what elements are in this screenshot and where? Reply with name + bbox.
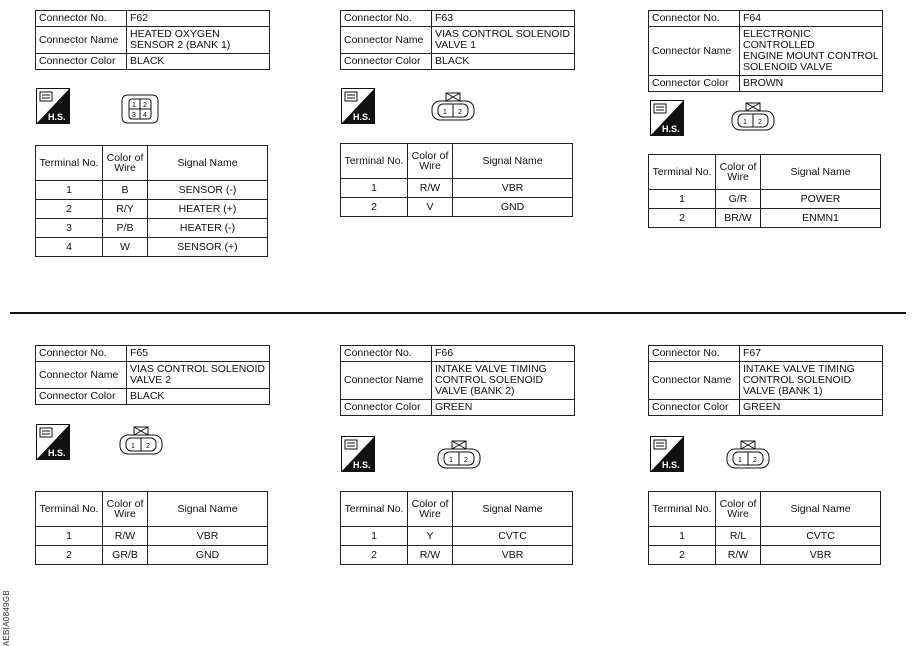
- wire-cell: R/W: [408, 179, 453, 198]
- hs-badge-icon: [36, 424, 70, 460]
- wire-cell: G/R: [716, 190, 761, 209]
- connector-no-label: Connector No.: [341, 346, 432, 362]
- hs-badge-text: H.S.: [353, 112, 371, 122]
- signal-cell: VBR: [148, 527, 268, 546]
- connector-face-4pin-icon: [120, 92, 160, 126]
- connector-name-value: VIAS CONTROL SOLENOID VALVE 2: [127, 362, 270, 389]
- hs-badge-icon: [650, 100, 684, 136]
- table-row: [36, 200, 268, 219]
- signal-cell: CVTC: [453, 527, 573, 546]
- terminal-table: [35, 491, 268, 565]
- terminal-table: [340, 143, 573, 217]
- wire-cell: P/B: [103, 219, 148, 238]
- color-of-wire-header: Color of Wire: [408, 492, 453, 527]
- connector-no-value: F65: [127, 346, 270, 362]
- connector-face-2pin-icon: [730, 102, 776, 132]
- connector-no-value: F67: [740, 346, 883, 362]
- wire-cell: GR/B: [103, 546, 148, 565]
- color-of-wire-header: Color of Wire: [103, 492, 148, 527]
- signal-cell: SENSOR (+): [148, 238, 268, 257]
- connector-block-f63: [340, 10, 575, 70]
- terminal-table-block-f66: [340, 491, 573, 565]
- signal-cell: VBR: [453, 179, 573, 198]
- table-row: [341, 179, 573, 198]
- table-row: [341, 546, 573, 565]
- signal-cell: HEATER (+): [148, 200, 268, 219]
- connector-no-label: Connector No.: [36, 346, 127, 362]
- signal-name-header: Signal Name: [148, 146, 268, 181]
- connector-block-f66: [340, 345, 575, 416]
- terminal-cell: 2: [341, 546, 408, 565]
- pin-label: 1: [443, 109, 447, 116]
- pin-label: 2: [464, 457, 468, 464]
- wire-cell: R/W: [408, 546, 453, 565]
- hs-badge-text: H.S.: [48, 448, 66, 458]
- connector-face-2pin-icon: [118, 426, 164, 456]
- terminal-cell: 2: [341, 198, 408, 217]
- connector-info-table: [648, 10, 883, 92]
- connector-name-label: Connector Name: [341, 362, 432, 400]
- terminal-cell: 1: [649, 190, 716, 209]
- table-row: [649, 209, 881, 228]
- table-row: [649, 527, 881, 546]
- table-row: [341, 198, 573, 217]
- color-of-wire-header: Color of Wire: [103, 146, 148, 181]
- hs-badge-text: H.S.: [662, 124, 680, 134]
- connector-no-label: Connector No.: [36, 11, 127, 27]
- connector-color-value: BROWN: [740, 76, 883, 92]
- terminal-table-block-f65: [35, 491, 268, 565]
- terminal-table-block-f63: [340, 143, 573, 217]
- connector-no-value: F63: [432, 11, 575, 27]
- connector-color-value: BLACK: [432, 54, 575, 70]
- terminal-cell: 4: [36, 238, 103, 257]
- hs-badge-text: H.S.: [353, 460, 371, 470]
- wire-cell: V: [408, 198, 453, 217]
- wire-cell: R/W: [103, 527, 148, 546]
- terminal-cell: 1: [341, 527, 408, 546]
- color-of-wire-header: Color of Wire: [408, 144, 453, 179]
- terminal-cell: 2: [36, 546, 103, 565]
- terminal-no-header: Terminal No.: [341, 492, 408, 527]
- connector-face-2pin-icon: [436, 440, 482, 470]
- signal-name-header: Signal Name: [761, 492, 881, 527]
- table-row: [649, 190, 881, 209]
- terminal-no-header: Terminal No.: [649, 155, 716, 190]
- connector-info-table: [340, 345, 575, 416]
- wire-cell: R/Y: [103, 200, 148, 219]
- signal-name-header: Signal Name: [453, 492, 573, 527]
- connector-name-label: Connector Name: [36, 362, 127, 389]
- connector-name-label: Connector Name: [341, 27, 432, 54]
- table-row: [36, 527, 268, 546]
- connector-block-f64: [648, 10, 883, 92]
- connector-no-label: Connector No.: [649, 346, 740, 362]
- terminal-no-header: Terminal No.: [36, 492, 103, 527]
- terminal-table-block-f62: [35, 145, 268, 257]
- terminal-no-header: Terminal No.: [649, 492, 716, 527]
- connector-name-label: Connector Name: [36, 27, 127, 54]
- signal-cell: CVTC: [761, 527, 881, 546]
- connector-no-label: Connector No.: [649, 11, 740, 27]
- connector-name-value: HEATED OXYGEN SENSOR 2 (BANK 1): [127, 27, 270, 54]
- connector-name-value: INTAKE VALVE TIMING CONTROL SOLENOID VALVE (BANK 1): [740, 362, 883, 400]
- terminal-cell: 1: [341, 179, 408, 198]
- signal-cell: SENSOR (-): [148, 181, 268, 200]
- section-divider: [10, 312, 906, 314]
- color-of-wire-header: Color of Wire: [716, 155, 761, 190]
- connector-name-value: ELECTRONIC CONTROLLED ENGINE MOUNT CONTROL SOLENOID VALVE: [740, 27, 883, 76]
- connector-face-2pin-icon: [725, 440, 771, 470]
- connector-no-value: F62: [127, 11, 270, 27]
- terminal-table: [648, 491, 881, 565]
- signal-cell: POWER: [761, 190, 881, 209]
- terminal-cell: 1: [649, 527, 716, 546]
- terminal-cell: 1: [36, 527, 103, 546]
- pin-label: 2: [758, 119, 762, 126]
- pin-label: 2: [143, 102, 147, 109]
- connector-name-label: Connector Name: [649, 362, 740, 400]
- connector-name-value: VIAS CONTROL SOLENOID VALVE 1: [432, 27, 575, 54]
- pin-label: 2: [753, 457, 757, 464]
- table-row: [36, 546, 268, 565]
- table-row: [36, 238, 268, 257]
- figure-code: AEBIA0849GB: [2, 590, 11, 646]
- terminal-no-header: Terminal No.: [341, 144, 408, 179]
- hs-badge-text: H.S.: [48, 112, 66, 122]
- signal-cell: VBR: [761, 546, 881, 565]
- connector-color-label: Connector Color: [649, 400, 740, 416]
- signal-name-header: Signal Name: [148, 492, 268, 527]
- connector-color-label: Connector Color: [36, 389, 127, 405]
- signal-cell: VBR: [453, 546, 573, 565]
- connector-block-f65: [35, 345, 270, 405]
- table-row: [36, 181, 268, 200]
- signal-cell: GND: [453, 198, 573, 217]
- connector-no-value: F66: [432, 346, 575, 362]
- pin-label: 3: [132, 112, 136, 119]
- terminal-table: [340, 491, 573, 565]
- connector-face-2pin-icon: [430, 92, 476, 122]
- table-row: [36, 219, 268, 238]
- connector-no-value: F64: [740, 11, 883, 27]
- connector-color-label: Connector Color: [36, 54, 127, 70]
- connector-name-label: Connector Name: [649, 27, 740, 76]
- color-of-wire-header: Color of Wire: [716, 492, 761, 527]
- table-row: [649, 546, 881, 565]
- terminal-table: [648, 154, 881, 228]
- terminal-cell: 2: [36, 200, 103, 219]
- connector-name-value: INTAKE VALVE TIMING CONTROL SOLENOID VALVE (BANK 2): [432, 362, 575, 400]
- wire-cell: R/L: [716, 527, 761, 546]
- pin-label: 1: [132, 102, 136, 109]
- pin-label: 1: [449, 457, 453, 464]
- pin-label: 2: [458, 109, 462, 116]
- signal-name-header: Signal Name: [761, 155, 881, 190]
- connector-color-label: Connector Color: [341, 400, 432, 416]
- signal-cell: GND: [148, 546, 268, 565]
- connector-info-table: [35, 345, 270, 405]
- connector-color-value: GREEN: [432, 400, 575, 416]
- terminal-cell: 1: [36, 181, 103, 200]
- terminal-cell: 2: [649, 546, 716, 565]
- connector-no-label: Connector No.: [341, 11, 432, 27]
- hs-badge-text: H.S.: [662, 460, 680, 470]
- wire-cell: B: [103, 181, 148, 200]
- hs-badge-icon: [341, 436, 375, 472]
- connector-color-value: BLACK: [127, 54, 270, 70]
- connector-block-f67: [648, 345, 883, 416]
- connector-color-value: BLACK: [127, 389, 270, 405]
- wire-cell: BR/W: [716, 209, 761, 228]
- connector-color-label: Connector Color: [341, 54, 432, 70]
- terminal-cell: 2: [649, 209, 716, 228]
- pin-label: 1: [743, 119, 747, 126]
- terminal-table-block-f67: [648, 491, 881, 565]
- connector-block-f62: [35, 10, 270, 70]
- connector-color-label: Connector Color: [649, 76, 740, 92]
- terminal-table: [35, 145, 268, 257]
- pin-label: 1: [738, 457, 742, 464]
- hs-badge-icon: [341, 88, 375, 124]
- wire-cell: R/W: [716, 546, 761, 565]
- pin-label: 2: [146, 443, 150, 450]
- signal-cell: ENMN1: [761, 209, 881, 228]
- wire-cell: W: [103, 238, 148, 257]
- connector-info-table: [340, 10, 575, 70]
- terminal-table-block-f64: [648, 154, 881, 228]
- signal-name-header: Signal Name: [453, 144, 573, 179]
- pin-label: 1: [131, 443, 135, 450]
- hs-badge-icon: [650, 436, 684, 472]
- terminal-no-header: Terminal No.: [36, 146, 103, 181]
- terminal-cell: 3: [36, 219, 103, 238]
- connector-color-value: GREEN: [740, 400, 883, 416]
- connector-info-table: [35, 10, 270, 70]
- wire-cell: Y: [408, 527, 453, 546]
- hs-badge-icon: [36, 88, 70, 124]
- connector-info-table: [648, 345, 883, 416]
- signal-cell: HEATER (-): [148, 219, 268, 238]
- pin-label: 4: [143, 112, 147, 119]
- table-row: [341, 527, 573, 546]
